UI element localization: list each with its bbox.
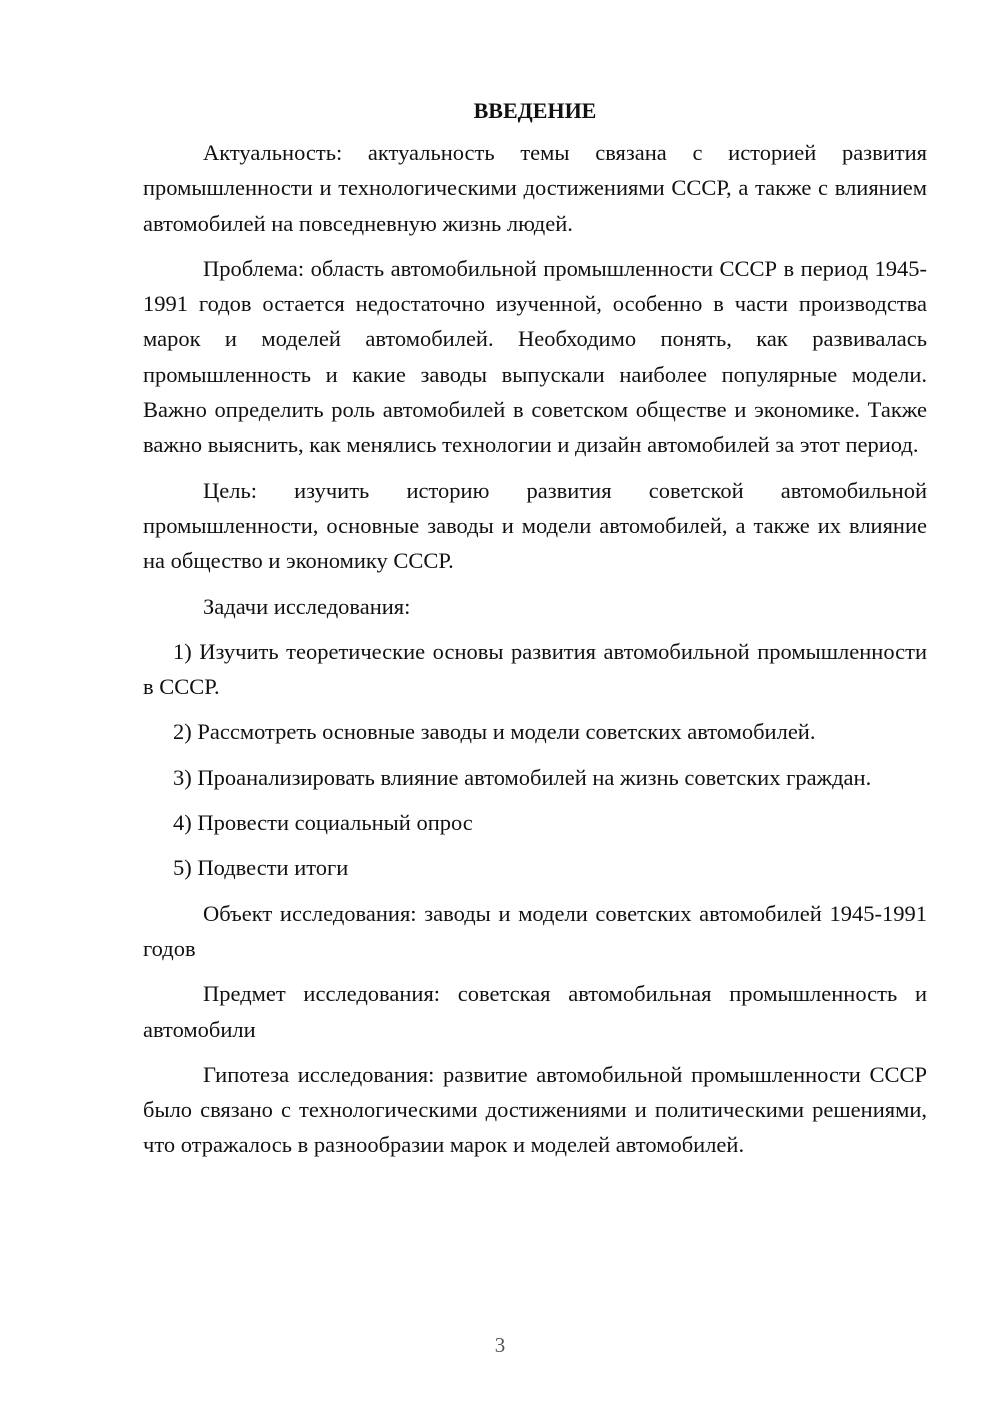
task-item-4: 4) Провести социальный опрос — [173, 810, 473, 836]
paragraph-tasks-heading: Задачи исследования: — [203, 593, 411, 619]
page-number: 3 — [494, 1333, 506, 1357]
paragraph-subject: Предмет исследования: советская автомобильная промышленность и автомобили — [143, 981, 927, 1042]
paragraph-object: Объект исследования: заводы и модели советских автомобилей 1945-1991 годов — [143, 900, 927, 961]
document-page — [143, 95, 927, 1173]
task-item-1: 1) Изучить теоретические основы развития автомобильной промышленности в СССР. — [143, 638, 927, 700]
paragraph-goal: Цель: изучить историю развития советской автомобильной промышленности, основные заводы и модели автомобилей, а также их влияние на общество и экономику СССР. — [143, 477, 927, 574]
paragraph-relevance: Актуальность: актуальность темы связана с историей развития промышленности и технологическими достижениями СССР, а также с влиянием автомобилей на повседневную жизнь людей. — [143, 140, 927, 236]
section-title: ВВЕДЕНИЕ — [473, 98, 597, 123]
paragraph-problem: Проблема: область автомобильной промышленности СССР в период 1945-1991 годов остается недостаточно изученной, особенно в части производства марок и моделей автомобилей. Необходимо понять, как развивалась промышленность и какие заводы выпускали наиболее популярные модели. Важно определить роль автомобилей в советском обществе и экономике. Также важно выяснить, как менялись технологии и дизайн автомобилей за этот период. — [143, 255, 927, 458]
task-item-3: 3) Проанализировать влияние автомобилей на жизнь советских граждан. — [173, 764, 872, 790]
task-item-2: 2) Рассмотреть основные заводы и модели советских автомобилей. — [173, 719, 816, 745]
paragraph-hypothesis: Гипотеза исследования: развитие автомобильной промышленности СССР было связано с технологическими достижениями и политическими решениями, что отражалось в разнообразии марок и моделей автомобилей. — [143, 1061, 927, 1158]
task-item-5: 5) Подвести итоги — [173, 855, 349, 881]
